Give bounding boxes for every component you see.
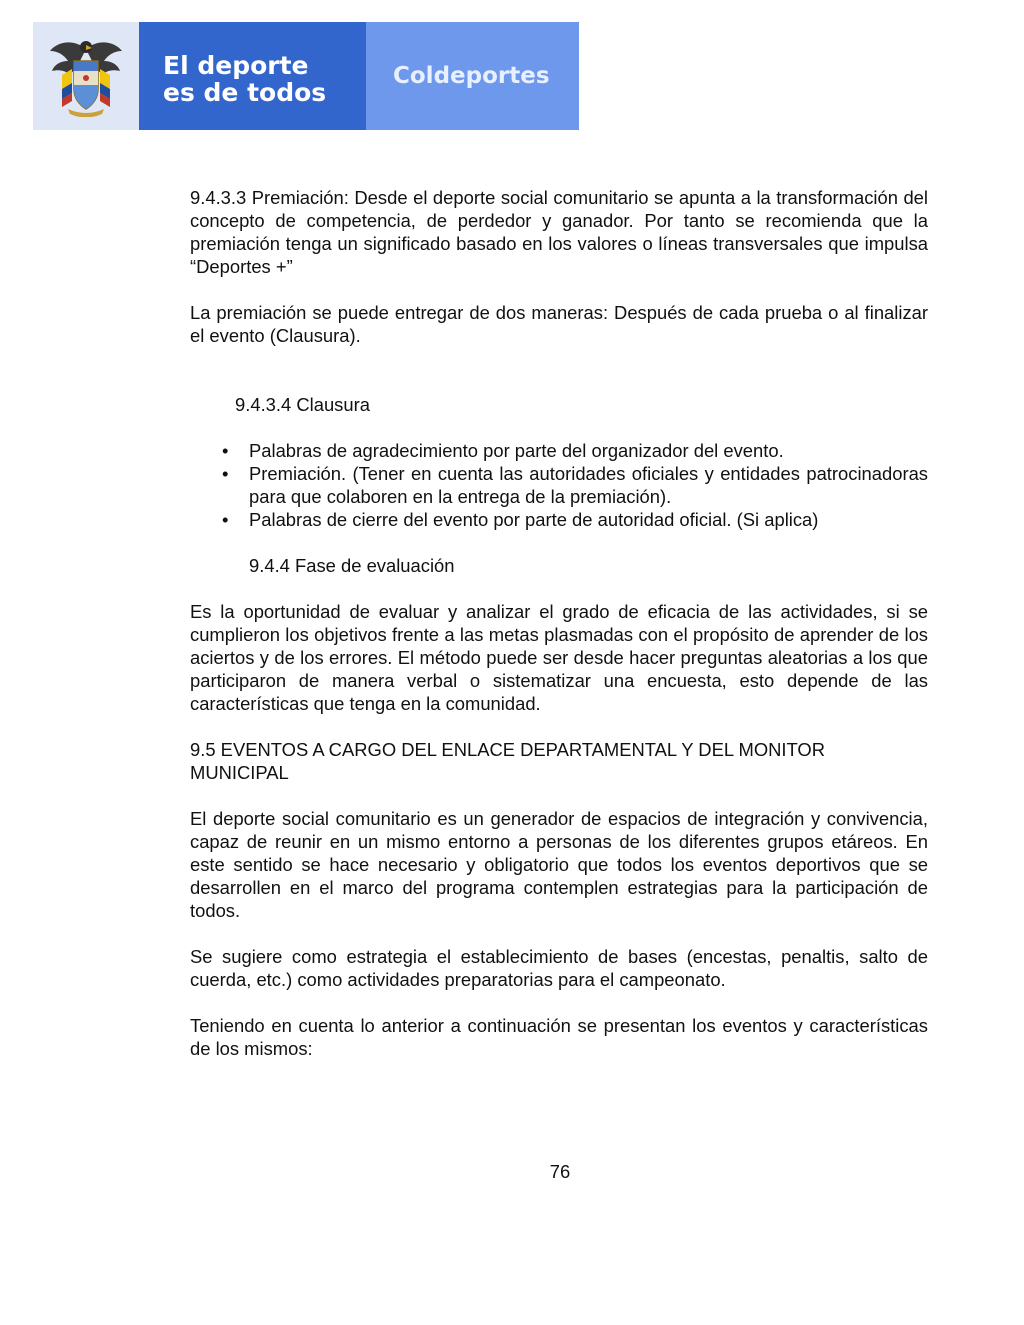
paragraph-integracion: El deporte social comunitario es un generador de espacios de integración y convivencia, capaz de reunir en un mismo entorno a personas de los diferentes grupos etáreos. En este sentido se hace necesario y obligatorio que todos los eventos deportivos que se desarrollen en el marco del programa contemplen estrategias para la participación de todos. <box>190 808 928 921</box>
heading-clausura: 9.4.3.4 Clausura <box>235 394 370 415</box>
list-item-text: Palabras de agradecimiento por parte del organizador del evento. <box>249 440 784 461</box>
header-banner <box>33 22 579 130</box>
paragraph-bases: Se sugiere como estrategia el establecimiento de bases (encestas, penaltis, salto de cuerda, etc.) como actividades preparatorias para el campeonato. <box>190 946 928 990</box>
list-item-text: Palabras de cierre del evento por parte de autoridad oficial. (Si aplica) <box>249 509 819 530</box>
brand-slogan <box>139 22 366 130</box>
agency-name: Coldeportes <box>393 63 550 89</box>
paragraph-continuacion: Teniendo en cuenta lo anterior a continuación se presentan los eventos y características de los mismos: <box>190 1015 928 1059</box>
bullet-icon: • <box>222 440 229 461</box>
agency-panel <box>366 22 579 130</box>
heading-evaluacion: 9.4.4 Fase de evaluación <box>249 555 455 576</box>
paragraph-evaluacion: Es la oportunidad de evaluar y analizar el grado de eficacia de las actividades, si se cumplieron los objetivos frente a las metas plasmadas con el propósito de aprender de los aciertos y de los errores. El método puede ser desde hacer preguntas aleatorias a los que participaron de manera verbal o sistematizar una encuesta, esto depende de las características que tenga en la comunidad. <box>190 601 928 714</box>
list-item <box>190 439 928 462</box>
colombia-coat-of-arms-icon <box>48 35 124 117</box>
bullet-icon: • <box>222 509 229 530</box>
list-item-text: Premiación. (Tener en cuenta las autoridades oficiales y entidades patrocinadoras para que colaboren en la entrega de la premiación). <box>249 463 928 507</box>
list-item <box>190 462 928 508</box>
heading-eventos: 9.5 EVENTOS A CARGO DEL ENLACE DEPARTAMENTAL Y DEL MONITOR MUNICIPAL <box>190 739 826 783</box>
paragraph-entrega: La premiación se puede entregar de dos maneras: Después de cada prueba o al finalizar el evento (Clausura). <box>190 302 928 346</box>
paragraph-premiacion: 9.4.3.3 Premiación: Desde el deporte social comunitario se apunta a la transformación del concepto de competencia, de perdedor y ganador. Por tanto se recomienda que la premiación tenga un significado basado en los valores o líneas transversales que impulsa “Deportes +” <box>190 187 928 277</box>
brand-line-1: El deporte <box>163 51 309 80</box>
list-item <box>190 508 928 531</box>
page-number: 76 <box>549 1161 571 1182</box>
document-body <box>190 186 928 1060</box>
clausura-list <box>190 439 928 531</box>
seal-panel <box>33 22 139 130</box>
brand-line-2: es de todos <box>163 78 327 107</box>
bullet-icon: • <box>222 463 229 484</box>
